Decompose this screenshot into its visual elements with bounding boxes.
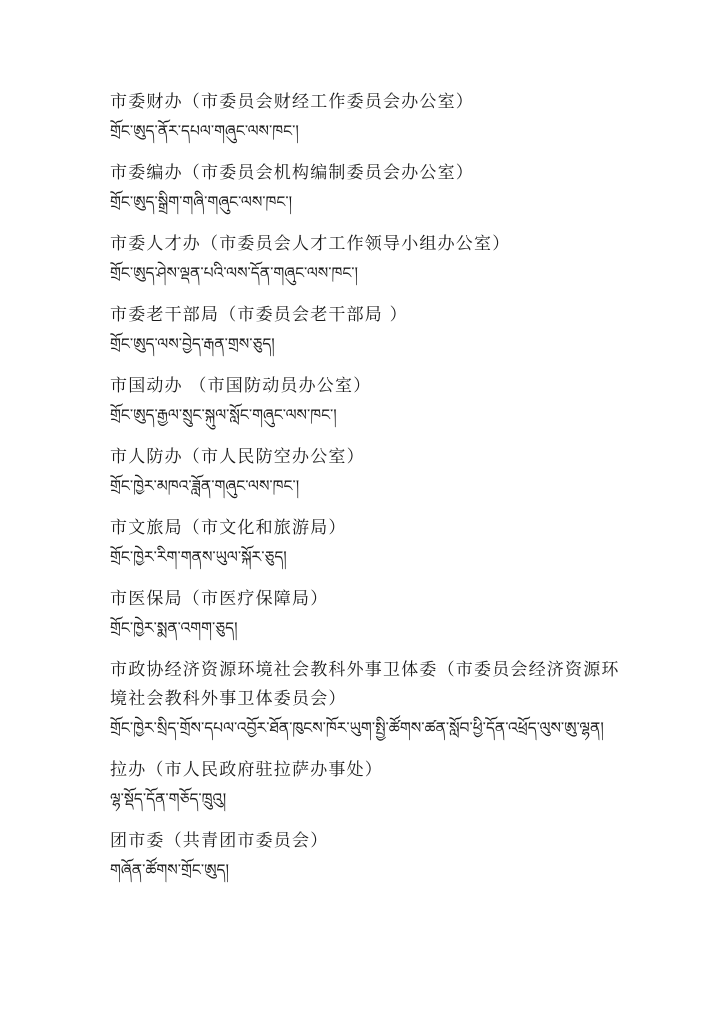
document-page	[110, 88, 630, 898]
chinese-term: 市国动办 （市国防动员办公室）	[110, 376, 372, 396]
list-item	[110, 443, 630, 501]
list-item	[110, 301, 630, 359]
tibetan-term: ལྷ་སྡོད་དོན་གཅོད་ཁྲུའུ།	[110, 790, 227, 808]
tibetan-term: གྲོང་ཨུད་རྒྱལ་སྲུང་སྐུལ་སློང་གཞུང་ལས་ཁང་།	[110, 406, 337, 424]
tibetan-term: གྲོང་ཨུད་ཤེས་ལྡན་པའི་ལས་དོན་གཞུང་ལས་ཁང་།	[110, 264, 359, 282]
list-item	[110, 756, 630, 814]
list-item	[110, 827, 630, 885]
chinese-term: 市委老干部局（市委员会老干部局 ）	[110, 305, 408, 325]
tibetan-term: གྲོང་ཁྱེར་རིག་གནས་ཡུལ་སྐོར་ཅུད།	[110, 548, 287, 566]
tibetan-term: གྲོང་ཨུད་ལས་བྱེད་རྒན་གྲས་ཅུད།	[110, 335, 275, 353]
chinese-term: 市人防办（市人民防空办公室）	[110, 447, 365, 467]
chinese-term: 市委财办（市委员会财经工作委员会办公室）	[110, 92, 474, 112]
chinese-term: 市政协经济资源环境社会教科外事卫体委（市委员会经济资源环境社会教科外事卫体委员会）	[110, 660, 620, 709]
chinese-term: 市医保局（市医疗保障局）	[110, 589, 329, 609]
list-item	[110, 159, 630, 217]
list-item	[110, 514, 630, 572]
chinese-term: 市文旅局（市文化和旅游局）	[110, 518, 347, 538]
list-item	[110, 372, 630, 430]
tibetan-term: གྲོང་ཁྱེར་སྲིད་གྲོས་དཔལ་འབྱོར་ཐོན་ཁུངས་ཁོར་ཡུག་སྤྱི་ཚོགས་ཚན་སློབ་ཕྱི་དོན་འཕྲོད་ལུས་ཨུ་ལྷན།	[110, 719, 604, 737]
chinese-term: 团市委（共青团市委员会）	[110, 831, 329, 851]
list-item	[110, 230, 630, 288]
chinese-term: 拉办（市人民政府驻拉萨办事处）	[110, 760, 383, 780]
chinese-term: 市委编办（市委员会机构编制委员会办公室）	[110, 163, 474, 183]
tibetan-term: གྲོང་ཁྱེར་སྨན་འགག་ཅུད།	[110, 619, 238, 637]
chinese-term: 市委人才办（市委员会人才工作领导小组办公室）	[110, 234, 511, 254]
tibetan-term: གྲོང་ཁྱེར་མཁའ་ཟློན་གཞུང་ལས་ཁང་།	[110, 477, 300, 495]
list-item	[110, 585, 630, 643]
tibetan-term: གྲོང་ཨུད་སྒྲིག་གཞི་གཞུང་ལས་ཁང་།	[110, 193, 293, 211]
list-item	[110, 88, 630, 146]
tibetan-term: གཞོན་ཚོགས་གྲོང་ཨུད།	[110, 861, 229, 879]
list-item	[110, 656, 630, 743]
tibetan-term: གྲོང་ཨུད་ནོར་དཔལ་གཞུང་ལས་ཁང་།	[110, 122, 299, 140]
